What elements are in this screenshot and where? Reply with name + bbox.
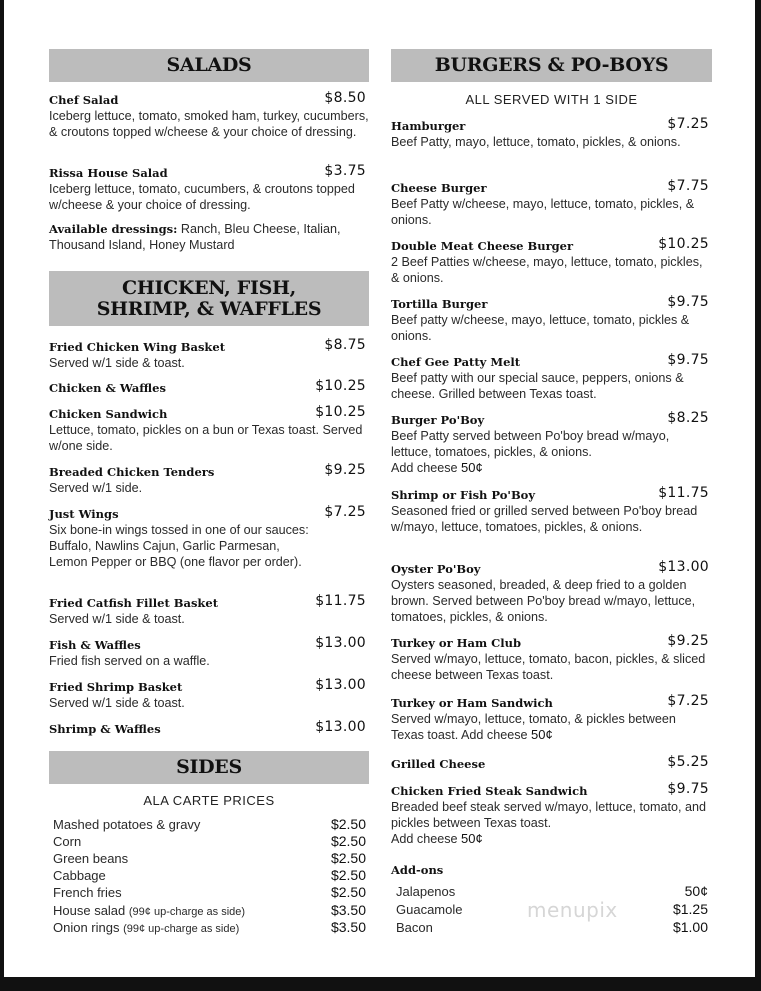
item-description	[391, 428, 712, 476]
item-name: Just Wings	[49, 507, 119, 521]
page-border-right	[755, 0, 761, 991]
dressings-label: Available dressings:	[49, 222, 178, 236]
item-description: Oysters seasoned, breaded, & deep fried to a golden brown. Served between Po'boy bread w/mayo, lettuce, tomatoes, pickles, & onions.	[391, 578, 696, 624]
item-price: $7.25	[667, 693, 709, 709]
side-price: $3.50	[330, 902, 366, 918]
item-price: $13.00	[315, 635, 366, 651]
item-description: Iceberg lettuce, tomato, smoked ham, turkey, cucumbers, & croutons topped w/cheese & your choice of dressing.	[49, 109, 369, 139]
chicken-header	[49, 271, 369, 326]
side-note: (99¢ up-charge as side)	[128, 906, 246, 918]
item-price: $9.25	[667, 633, 709, 649]
item-description-text: Served w/mayo, lettuce, tomato, & pickles between Texas toast.	[391, 712, 676, 742]
item-price: $10.25	[315, 404, 366, 420]
item-name: Fried Catfish Fillet Basket	[49, 596, 219, 610]
item-description: Beef Patty w/cheese, mayo, lettuce, tomato, pickles, & onions.	[391, 197, 695, 227]
item-description: Iceberg lettuce, tomato, cucumbers, & croutons topped w/cheese & your choice of dressing.	[49, 182, 355, 212]
chicken-title-line2: SHRIMP, & WAFFLES	[96, 297, 322, 320]
sides-header	[49, 751, 369, 784]
item-price: $7.75	[667, 178, 709, 194]
item-name: Grilled Cheese	[391, 757, 486, 771]
addon-price: 50¢	[684, 883, 708, 899]
addon-name: Bacon	[396, 920, 433, 935]
addon-name: Jalapenos	[396, 884, 456, 899]
page-border-left	[0, 0, 4, 991]
side-price: $2.50	[330, 816, 366, 832]
item-price: $8.75	[324, 337, 366, 353]
item-description	[391, 711, 712, 743]
item-description	[391, 799, 712, 847]
item-name: Double Meat Cheese Burger	[391, 239, 574, 253]
item-price: $10.25	[315, 378, 366, 394]
add-cheese-label: Add cheese	[391, 832, 462, 846]
item-name: Tortilla Burger	[391, 297, 488, 311]
add-cheese-price: 50¢	[461, 460, 483, 475]
item-name: Breaded Chicken Tenders	[49, 465, 215, 479]
item-price: $9.25	[324, 462, 366, 478]
side-price: $2.50	[330, 867, 366, 883]
item-price: $7.25	[667, 116, 709, 132]
side-name: French fries	[53, 885, 122, 900]
side-note: (99¢ up-charge as side)	[123, 923, 240, 935]
item-name: Chicken & Waffles	[49, 381, 166, 395]
item-name: Cheese Burger	[391, 181, 487, 195]
item-price: $8.25	[667, 410, 709, 426]
add-cheese-price: 50¢	[461, 831, 483, 846]
item-price: $8.50	[324, 90, 366, 106]
side-name: House salad	[53, 903, 129, 918]
item-name: Fish & Waffles	[49, 638, 141, 652]
side-name: Cabbage	[53, 868, 106, 883]
item-price: $13.00	[315, 719, 366, 735]
side-name: Corn	[53, 834, 82, 849]
chicken-title-line1: CHICKEN, FISH,	[122, 276, 296, 299]
item-description: Beef patty with our special sauce, peppers, onions & cheese. Grilled between Texas toast.	[391, 371, 684, 401]
item-price: $13.00	[315, 677, 366, 693]
item-description: Beef patty w/cheese, mayo, lettuce, tomato, pickles & onions.	[391, 313, 690, 343]
item-name: Burger Po'Boy	[391, 413, 485, 427]
side-price: $2.50	[330, 833, 366, 849]
item-price: $11.75	[658, 485, 709, 501]
add-cheese-label: Add cheese	[461, 728, 532, 742]
item-description: Served w/1 side.	[49, 481, 143, 495]
salads-header	[49, 49, 369, 82]
side-price: $2.50	[330, 884, 366, 900]
item-name: Fried Shrimp Basket	[49, 680, 183, 694]
menupix-watermark: menupix	[527, 898, 618, 922]
item-name: Fried Chicken Wing Basket	[49, 340, 226, 354]
item-name: Chicken Fried Steak Sandwich	[391, 784, 588, 798]
side-price: $2.50	[330, 850, 366, 866]
burgers-title: BURGERS & PO-BOYS	[434, 54, 669, 76]
add-cheese-price: 50¢	[531, 727, 553, 742]
available-dressings	[49, 221, 369, 253]
addon-price: $1.25	[672, 901, 708, 917]
item-price: $7.25	[324, 504, 366, 520]
side-name: Mashed potatoes & gravy	[53, 817, 201, 832]
item-name: Rissa House Salad	[49, 166, 168, 180]
item-description: Seasoned fried or grilled served between Po'boy bread w/mayo, lettuce, tomatoes, pickles, & onions.	[391, 504, 698, 534]
item-price: $10.25	[658, 236, 709, 252]
addon-item	[396, 920, 708, 935]
side-name: Green beans	[53, 851, 129, 866]
item-price: $11.75	[315, 593, 366, 609]
item-description-text: Breaded beef steak served w/mayo, lettuce, tomato, and pickles between Texas toast.	[391, 800, 707, 830]
item-name: Hamburger	[391, 119, 466, 133]
salads-title: SALADS	[166, 54, 252, 76]
item-description: 2 Beef Patties w/cheese, mayo, lettuce, tomato, pickles, & onions.	[391, 255, 703, 285]
item-name: Chef Gee Patty Melt	[391, 355, 521, 369]
dressings-list: Ranch, Bleu Cheese, Italian, Thousand Island, Honey Mustard	[49, 222, 341, 252]
addons-title: Add-ons	[391, 863, 444, 877]
burgers-subtitle: ALL SERVED WITH 1 SIDE	[465, 92, 638, 107]
item-name: Turkey or Ham Sandwich	[391, 696, 553, 710]
item-description: Served w/1 side & toast.	[49, 696, 185, 710]
item-description: Fried fish served on a waffle.	[49, 654, 210, 668]
item-description: Lettuce, tomato, pickles on a bun or Texas toast. Served w/one side.	[49, 423, 363, 453]
item-price: $3.75	[324, 163, 366, 179]
item-price: $9.75	[667, 781, 709, 797]
sides-subtitle: ALA CARTE PRICES	[143, 793, 275, 808]
sides-title: SIDES	[176, 756, 242, 778]
item-description: Served w/1 side & toast.	[49, 356, 185, 370]
side-price: $3.50	[330, 919, 366, 935]
page-border-bottom	[0, 977, 761, 991]
burgers-header	[391, 49, 712, 82]
addon-item	[396, 884, 708, 899]
item-name: Oyster Po'Boy	[391, 562, 481, 576]
item-price: $9.75	[667, 294, 709, 310]
item-description-text: Beef Patty served between Po'boy bread w/mayo, lettuce, tomatoes, pickles, & onions.	[391, 429, 670, 459]
item-name: Turkey or Ham Club	[391, 636, 522, 650]
item-price: $13.00	[658, 559, 709, 575]
item-price: $5.25	[667, 754, 709, 770]
item-name: Chicken Sandwich	[49, 407, 168, 421]
item-description: Six bone-in wings tossed in one of our sauces: Buffalo, Nawlins Cajun, Garlic Parmesan, Lemon Pepper or BBQ (one flavor per order).	[49, 523, 309, 569]
item-description: Beef Patty, mayo, lettuce, tomato, pickles, & onions.	[391, 135, 681, 149]
addon-price: $1.00	[672, 919, 708, 935]
item-name: Shrimp or Fish Po'Boy	[391, 488, 536, 502]
item-description: Served w/1 side & toast.	[49, 612, 185, 626]
item-description: Served w/mayo, lettuce, tomato, bacon, pickles, & sliced cheese between Texas toast.	[391, 652, 706, 682]
side-name: Onion rings	[53, 920, 124, 935]
add-cheese-label: Add cheese	[391, 461, 462, 475]
addon-name: Guacamole	[396, 902, 463, 917]
item-name: Chef Salad	[49, 93, 119, 107]
item-price: $9.75	[667, 352, 709, 368]
item-name: Shrimp & Waffles	[49, 722, 161, 736]
